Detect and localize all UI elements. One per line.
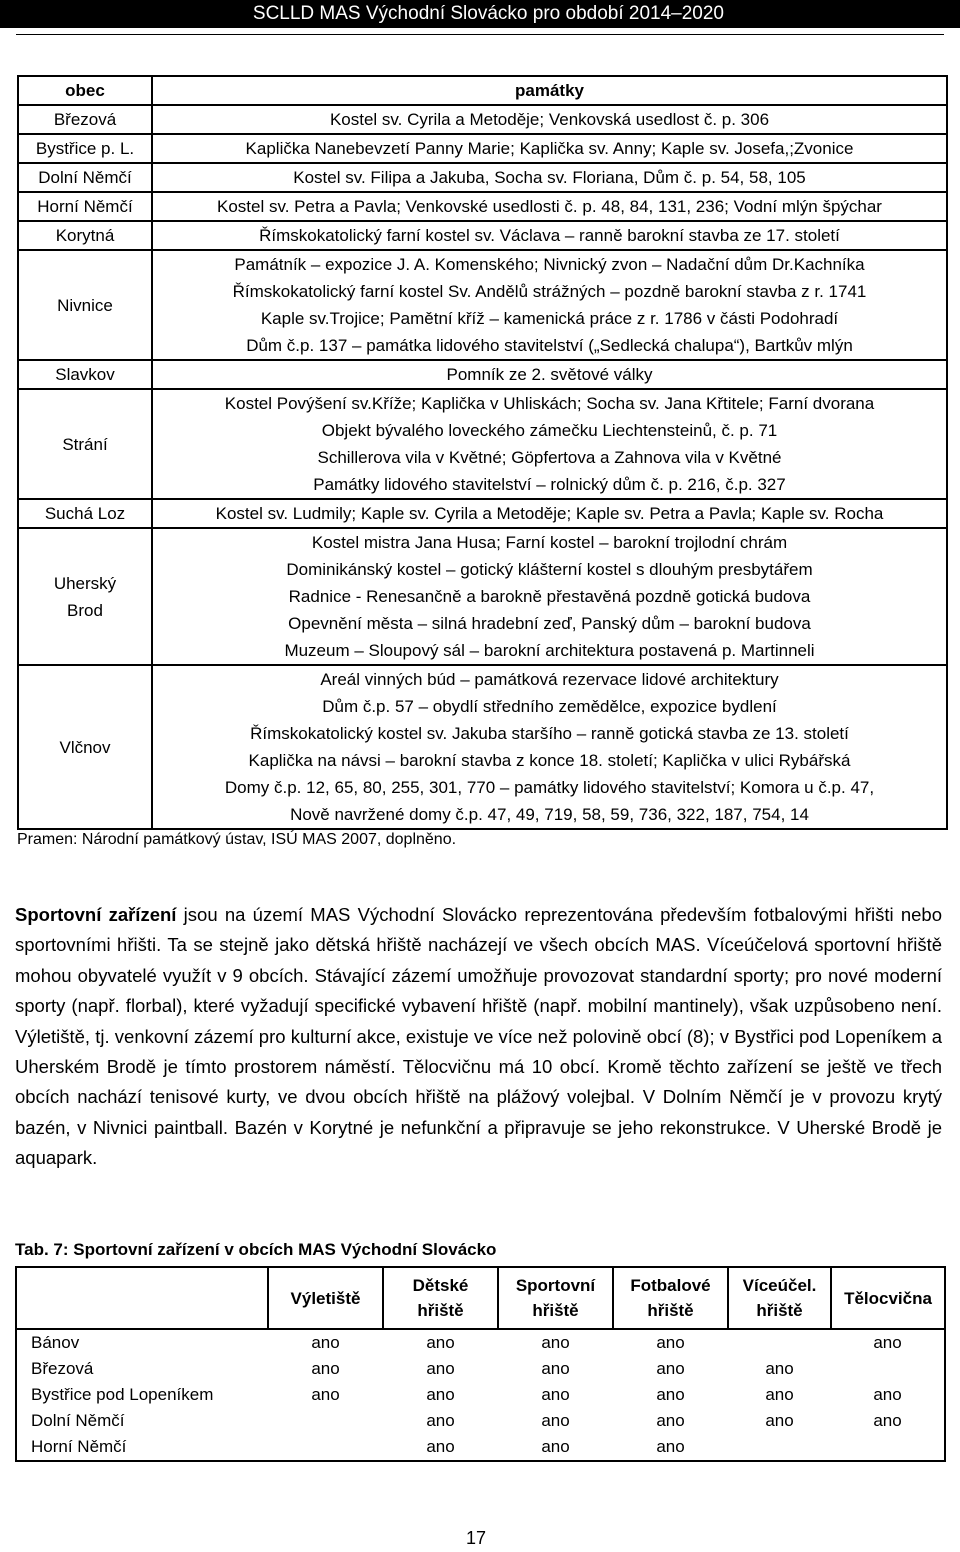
sport-row (16, 1408, 945, 1434)
facility-value-cell: ano (656, 1411, 685, 1430)
obec-cell (18, 360, 152, 389)
pamatka-line: Kostel sv. Petra a Pavla; Venkovské usedlosti č. p. 48, 84, 131, 236; Vodní mlýn špýchar (217, 197, 882, 216)
monument-row (18, 134, 947, 163)
pamatka-line: Radnice - Renesančně a barokně přestavěná pozdně gotická budova (288, 587, 811, 606)
facility-value-cell: ano (311, 1359, 340, 1378)
facility-value-cell: ano (831, 1329, 945, 1356)
pamatky-cell (152, 250, 947, 360)
pamatka-line: Kaplička na návsi – barokní stavba z konce 18. století; Kaplička v ulici Rybářská (248, 751, 851, 770)
facility-value-cell: ano (656, 1385, 685, 1404)
facility-value-cell: ano (656, 1359, 685, 1378)
header-text-line: Výletiště (290, 1288, 361, 1308)
obec-name: Bystřice p. L. (35, 139, 135, 158)
table-source-note: Pramen: Národní památkový ústav, ISÚ MAS 2007, doplněno. (17, 831, 457, 848)
sport-column-header (383, 1267, 498, 1329)
facility-value-cell: ano (383, 1434, 498, 1461)
header-text-line: Tělocvična (844, 1288, 932, 1308)
obec-name: Korytná (55, 226, 115, 245)
pamatka-line: Objekt bývalého loveckého zámečku Liechtensteinů, č. p. 71 (321, 421, 778, 440)
facility-value-cell: ano (426, 1411, 455, 1430)
sport-row (16, 1329, 945, 1356)
sport-column-header (728, 1267, 831, 1329)
pamatky-cell (152, 499, 947, 528)
pamatka-line: Památky lidového stavitelství – rolnický dům č. p. 216, č.p. 327 (313, 475, 786, 494)
pamatka-line: Nově navržené domy č.p. 47, 49, 719, 58, 59, 736, 322, 187, 754, 14 (290, 805, 809, 824)
facility-value-cell: ano (831, 1408, 945, 1434)
obec-name: Suchá Loz (44, 504, 126, 523)
facility-value-cell: ano (765, 1411, 794, 1430)
pamatky-cell (152, 105, 947, 134)
obec-name-cell: Dolní Němčí (16, 1408, 268, 1434)
sport-column-header (831, 1267, 945, 1329)
pamatka-line: Kostel sv. Cyrila a Metoděje; Venkovská usedlost č. p. 306 (329, 110, 770, 129)
obec-name-cell: Březová (16, 1356, 268, 1382)
pamatka-line: Muzeum – Sloupový sál – barokní architektura postavená p. Martinneli (284, 641, 815, 660)
obec-cell (18, 665, 152, 829)
facility-value-cell: ano (311, 1385, 340, 1404)
monument-row (18, 163, 947, 192)
facility-value-cell: ano (426, 1333, 455, 1352)
monument-row (18, 528, 947, 665)
obec-cell (18, 105, 152, 134)
sport-column-header (613, 1267, 728, 1329)
monument-row (18, 105, 947, 134)
pamatka-line: Římskokatolický farní kostel Sv. Andělů strážných – pozdně barokní stavba z r. 1741 (232, 282, 867, 301)
pamatka-line: Kaple sv.Trojice; Pamětní kříž – kamenická práce z r. 1786 v části Podohradí (260, 309, 839, 328)
obec-name-cell: Bystřice pod Lopeníkem (16, 1382, 268, 1408)
pamatky-cell (152, 192, 947, 221)
monument-row (18, 250, 947, 360)
monument-row (18, 192, 947, 221)
obec-name: Uherský (53, 573, 117, 593)
pamatka-line: Kostel Povýšení sv.Kříže; Kaplička v Uhliskách; Socha sv. Jana Křtitele; Farní dvorana (224, 394, 875, 413)
monument-row (18, 665, 947, 829)
obec-cell (18, 250, 152, 360)
obec-cell (18, 192, 152, 221)
pamatky-cell (152, 163, 947, 192)
obec-cell (18, 389, 152, 499)
header-text-line: hřiště (417, 1301, 464, 1320)
header-text-line: Sportovní (515, 1276, 596, 1295)
pamatky-cell (152, 665, 947, 829)
sport-row (16, 1434, 945, 1461)
obec-cell (18, 499, 152, 528)
header-corner-cell (16, 1267, 268, 1329)
pamatky-cell (152, 528, 947, 665)
monument-row (18, 389, 947, 499)
facility-value-cell: ano (426, 1359, 455, 1378)
obec-cell (18, 163, 152, 192)
pamatka-line: Kostel sv. Filipa a Jakuba, Socha sv. Floriana, Dům č. p. 54, 58, 105 (293, 168, 806, 187)
sport-facilities-table (15, 1266, 946, 1462)
pamatka-line: Dominikánský kostel – gotický klášterní kostel s dlouhým presbytářem (286, 560, 813, 579)
facility-value-cell: ano (656, 1333, 685, 1352)
facility-value-cell: ano (426, 1385, 455, 1404)
header-text-line: hřiště (756, 1301, 803, 1320)
facility-value-cell: ano (765, 1385, 794, 1404)
facility-value-cell (728, 1434, 831, 1461)
paragraph-text: jsou na území MAS Východní Slovácko reprezentována především fotbalovými hřišti nebo sportovními hřišti. Ta se stejně jako dětská hřiště nacházejí ve všech obcích MAS. Víceúčelová sportovní hřiště mohou obyvatelé využít v 9 obcích. Stávající zázemí umožňuje provozovat standardní sporty; pro nové moderní sporty (např. florbal), které vyžadují specifické vybavení hřiště (např. mobilní mantinely), však uzpůsobeno není. Výletiště, tj. venkovní zázemí pro kulturní akce, existuje ve více než polovině obcí (8); v Bystřici pod Lopeníkem a Uherském Brodě je tímto prostorem náměstí. Tělocvičnu má 10 obcí. Kromě těchto zařízení se ještě ve třech obcích nachází tenisové kurty, ve dvou obcích hřiště na plážový volejbal. V Dolním Němčí je v provozu krytý bazén, v Nivnici paintball. Bazén v Korytné je nefunkční a připravuje se jeho rekonstrukce. V Uherské Brodě je aquapark. (15, 904, 942, 1169)
monument-row (18, 499, 947, 528)
pamatky-cell (152, 389, 947, 499)
pamatky-cell (152, 360, 947, 389)
pamatka-line: Římskokatolický farní kostel sv. Václava – ranně barokní stavba ze 17. století (259, 226, 840, 245)
sports-paragraph (15, 900, 942, 1174)
sport-header-row (16, 1267, 945, 1329)
column-header-pamatky: památky (152, 76, 947, 105)
obec-name: Vlčnov (59, 737, 111, 757)
header-text-line: hřiště (647, 1301, 694, 1320)
facility-value-cell: ano (541, 1333, 570, 1352)
pamatka-line: Římskokatolický kostel sv. Jakuba staršího – ranně gotická stavba ze 13. století (250, 724, 849, 743)
column-header-obec: obec (18, 76, 152, 105)
document-title: SCLLD MAS Východní Slovácko pro období 2014–2020 (252, 3, 724, 24)
obec-name: Dolní Němčí (38, 168, 132, 187)
sport-row (16, 1382, 945, 1408)
obec-name: Březová (53, 110, 117, 129)
pamatky-cell (152, 134, 947, 163)
facility-value-cell: ano (613, 1434, 728, 1461)
facility-value-cell (831, 1356, 945, 1382)
sport-column-header (268, 1267, 383, 1329)
pamatka-line: Dům č.p. 57 – obydlí středního zemědělce, expozice bydlení (322, 697, 777, 716)
facility-value-cell (728, 1329, 831, 1356)
page-number: 17 (466, 1528, 487, 1548)
pamatky-cell (152, 221, 947, 250)
pamatka-line: Kostel sv. Ludmily; Kaple sv. Cyrila a Metoděje; Kaple sv. Petra a Pavla; Kaple sv. Rocha (215, 504, 884, 523)
pamatka-line: Domy č.p. 12, 65, 80, 255, 301, 770 – památky lidového stavitelství; Komora u č.p. 47, (224, 778, 875, 797)
facility-value-cell: ano (541, 1359, 570, 1378)
obec-name: Nivnice (57, 295, 113, 315)
monument-row (18, 221, 947, 250)
header-band (0, 0, 960, 28)
facility-value-cell (831, 1434, 945, 1461)
pamatka-line: Kostel mistra Jana Husa; Farní kostel – barokní trojlodní chrám (311, 533, 788, 552)
pamatka-line: Pomník ze 2. světové války (446, 365, 653, 384)
header-text-line: Dětské (412, 1276, 469, 1295)
facility-value-cell: ano (311, 1333, 340, 1352)
pamatka-line: Památník – expozice J. A. Komenského; Nivnický zvon – Nadační dům Dr.Kachníka (234, 255, 865, 274)
paragraph-lead-bold: Sportovní zařízení (15, 904, 177, 925)
facility-value-cell: ano (498, 1434, 613, 1461)
sport-column-header (498, 1267, 613, 1329)
facility-value-cell (268, 1408, 383, 1434)
facility-value-cell: ano (541, 1411, 570, 1430)
header-text-line: Fotbalové (630, 1276, 711, 1295)
table-caption: Tab. 7: Sportovní zařízení v obcích MAS Východní Slovácko (15, 1240, 497, 1259)
pamatka-line: Areál vinných búd – památková rezervace lidové architektury (320, 670, 779, 689)
pamatka-line: Kaplička Nanebevzetí Panny Marie; Kaplička sv. Anny; Kaple sv. Josefa,;Zvonice (245, 139, 854, 158)
obec-name-cell: Bánov (16, 1329, 268, 1356)
monuments-table (17, 75, 948, 830)
monument-row (18, 360, 947, 389)
obec-name: Brod (67, 600, 103, 620)
facility-value-cell: ano (765, 1359, 794, 1378)
pamatka-line: Schillerova vila v Květné; Göpfertova a Zahnova vila v Květné (317, 448, 782, 467)
obec-name: Strání (62, 434, 108, 454)
pamatka-line: Opevnění města – silná hradební zeď, Panský dům – barokní budova (288, 614, 811, 633)
facility-value-cell: ano (541, 1385, 570, 1404)
obec-cell (18, 221, 152, 250)
header-text-line: hřiště (532, 1301, 579, 1320)
facility-value-cell: ano (831, 1382, 945, 1408)
facility-value-cell (268, 1434, 383, 1461)
obec-name-cell: Horní Němčí (16, 1434, 268, 1461)
obec-name: Horní Němčí (37, 197, 133, 216)
sport-row (16, 1356, 945, 1382)
obec-name: Slavkov (55, 365, 115, 384)
obec-cell (18, 134, 152, 163)
header-rule (16, 34, 944, 35)
monuments-header-row (18, 76, 947, 105)
header-text-line: Víceúčel. (742, 1276, 817, 1295)
obec-cell (18, 528, 152, 665)
pamatka-line: Dům č.p. 137 – památka lidového stavitelství („Sedlecká chalupa“), Bartkův mlýn (246, 336, 853, 355)
